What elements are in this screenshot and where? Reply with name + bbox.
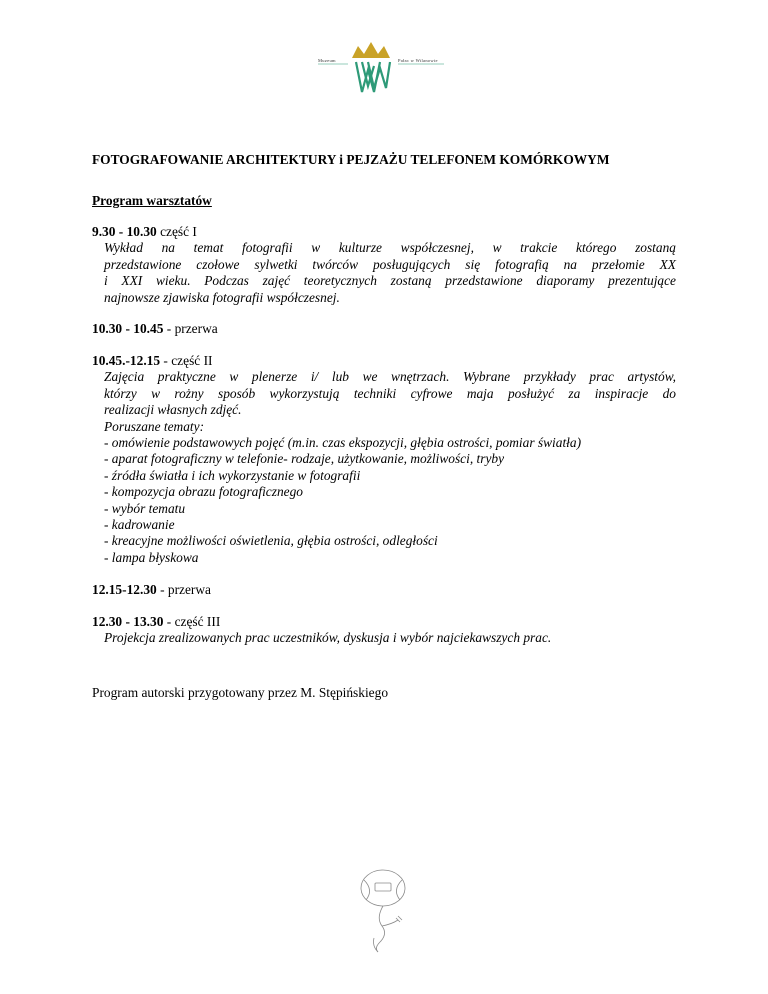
session-time: 10.45.-12.15	[92, 353, 161, 368]
description-line: najnowsze zjawiska fotografii współczesnej.	[104, 289, 340, 305]
session-2	[92, 353, 676, 566]
topic-item: - omówienie podstawowych pojęć (m.in. czas ekspozycji, głębia ostrości, pomiar światła)	[104, 435, 582, 451]
topic-item: - kadrowanie	[104, 517, 175, 533]
session-time: 12.30 - 13.30	[92, 614, 164, 629]
session-3-description	[104, 630, 676, 646]
session-3	[92, 614, 676, 647]
topic-item: - aparat fotograficzny w telefonie- rodzaje, użytkowanie, możliwości, tryby	[104, 451, 505, 467]
description-line: Zajęcia praktyczne w plenerze i/ lub we wnętrzach. Wybrane przykłady prac artystów,	[104, 369, 676, 385]
session-2-header	[92, 353, 676, 369]
session-label: - przerwa	[156, 582, 211, 597]
program-heading: Program warsztatów	[92, 193, 212, 208]
session-1-description	[104, 240, 676, 306]
description-line: realizacji własnych zdjęć.	[104, 402, 242, 418]
decorative-stamp	[352, 868, 414, 954]
session-time: 9.30 - 10.30	[92, 224, 157, 239]
logo-right-text: Pałac w Wilanowie	[398, 58, 438, 63]
logo-left-text: Muzeum	[318, 58, 336, 63]
session-2-description	[104, 369, 676, 566]
session-label: część I	[156, 224, 197, 239]
session-time: 12.15-12.30	[92, 582, 157, 597]
session-time: 10.30 - 10.45	[92, 321, 164, 336]
session-3-header	[92, 614, 676, 630]
document-title: FOTOGRAFOWANIE ARCHITEKTURY i PEJZAŻU TELEFONEM KOMÓRKOWYM	[92, 152, 610, 167]
session-label: - przerwa	[163, 321, 218, 336]
break-2	[92, 582, 676, 598]
wilanow-monogram-icon	[356, 62, 390, 92]
topics-heading: Poruszane tematy:	[104, 418, 205, 434]
session-label: - część II	[160, 353, 213, 368]
flower-stamp-icon	[361, 870, 405, 952]
topic-item: - kreacyjne możliwości oświetlenia, głębia ostrości, odległości	[104, 533, 438, 549]
break-1	[92, 321, 676, 337]
topic-item: - lampa błyskowa	[104, 549, 199, 565]
description-line: i XXI wieku. Podczas zajęć teoretycznych zostaną przedstawione diaporamy prezentujące	[104, 273, 676, 289]
session-1-header	[92, 224, 676, 240]
description-line: którzy w rożny sposób wykorzystują techniki cyfrowe maja posłużyć za inspiracje do	[104, 385, 676, 401]
description-line: Projekcja zrealizowanych prac uczestników, dyskusja i wybór najciekawszych prac.	[104, 630, 552, 646]
topic-item: - kompozycja obrazu fotograficznego	[104, 484, 303, 500]
program-author-note: Program autorski przygotowany przez M. Stępińskiego	[92, 685, 389, 700]
museum-logo	[318, 40, 450, 96]
topic-item: - wybór tematu	[104, 500, 186, 516]
description-line: Wykład na temat fotografii w kulturze współczesnej, w trakcie którego zostaną	[104, 240, 676, 256]
crown-icon	[352, 42, 390, 58]
topic-item: - źródła światła i ich wykorzystanie w fotografii	[104, 467, 361, 483]
session-1	[92, 224, 676, 306]
session-label: - część III	[163, 614, 221, 629]
description-line: przedstawione czołowe sylwetki twórców posługujących się fotografią na przełomie XX	[104, 256, 676, 272]
